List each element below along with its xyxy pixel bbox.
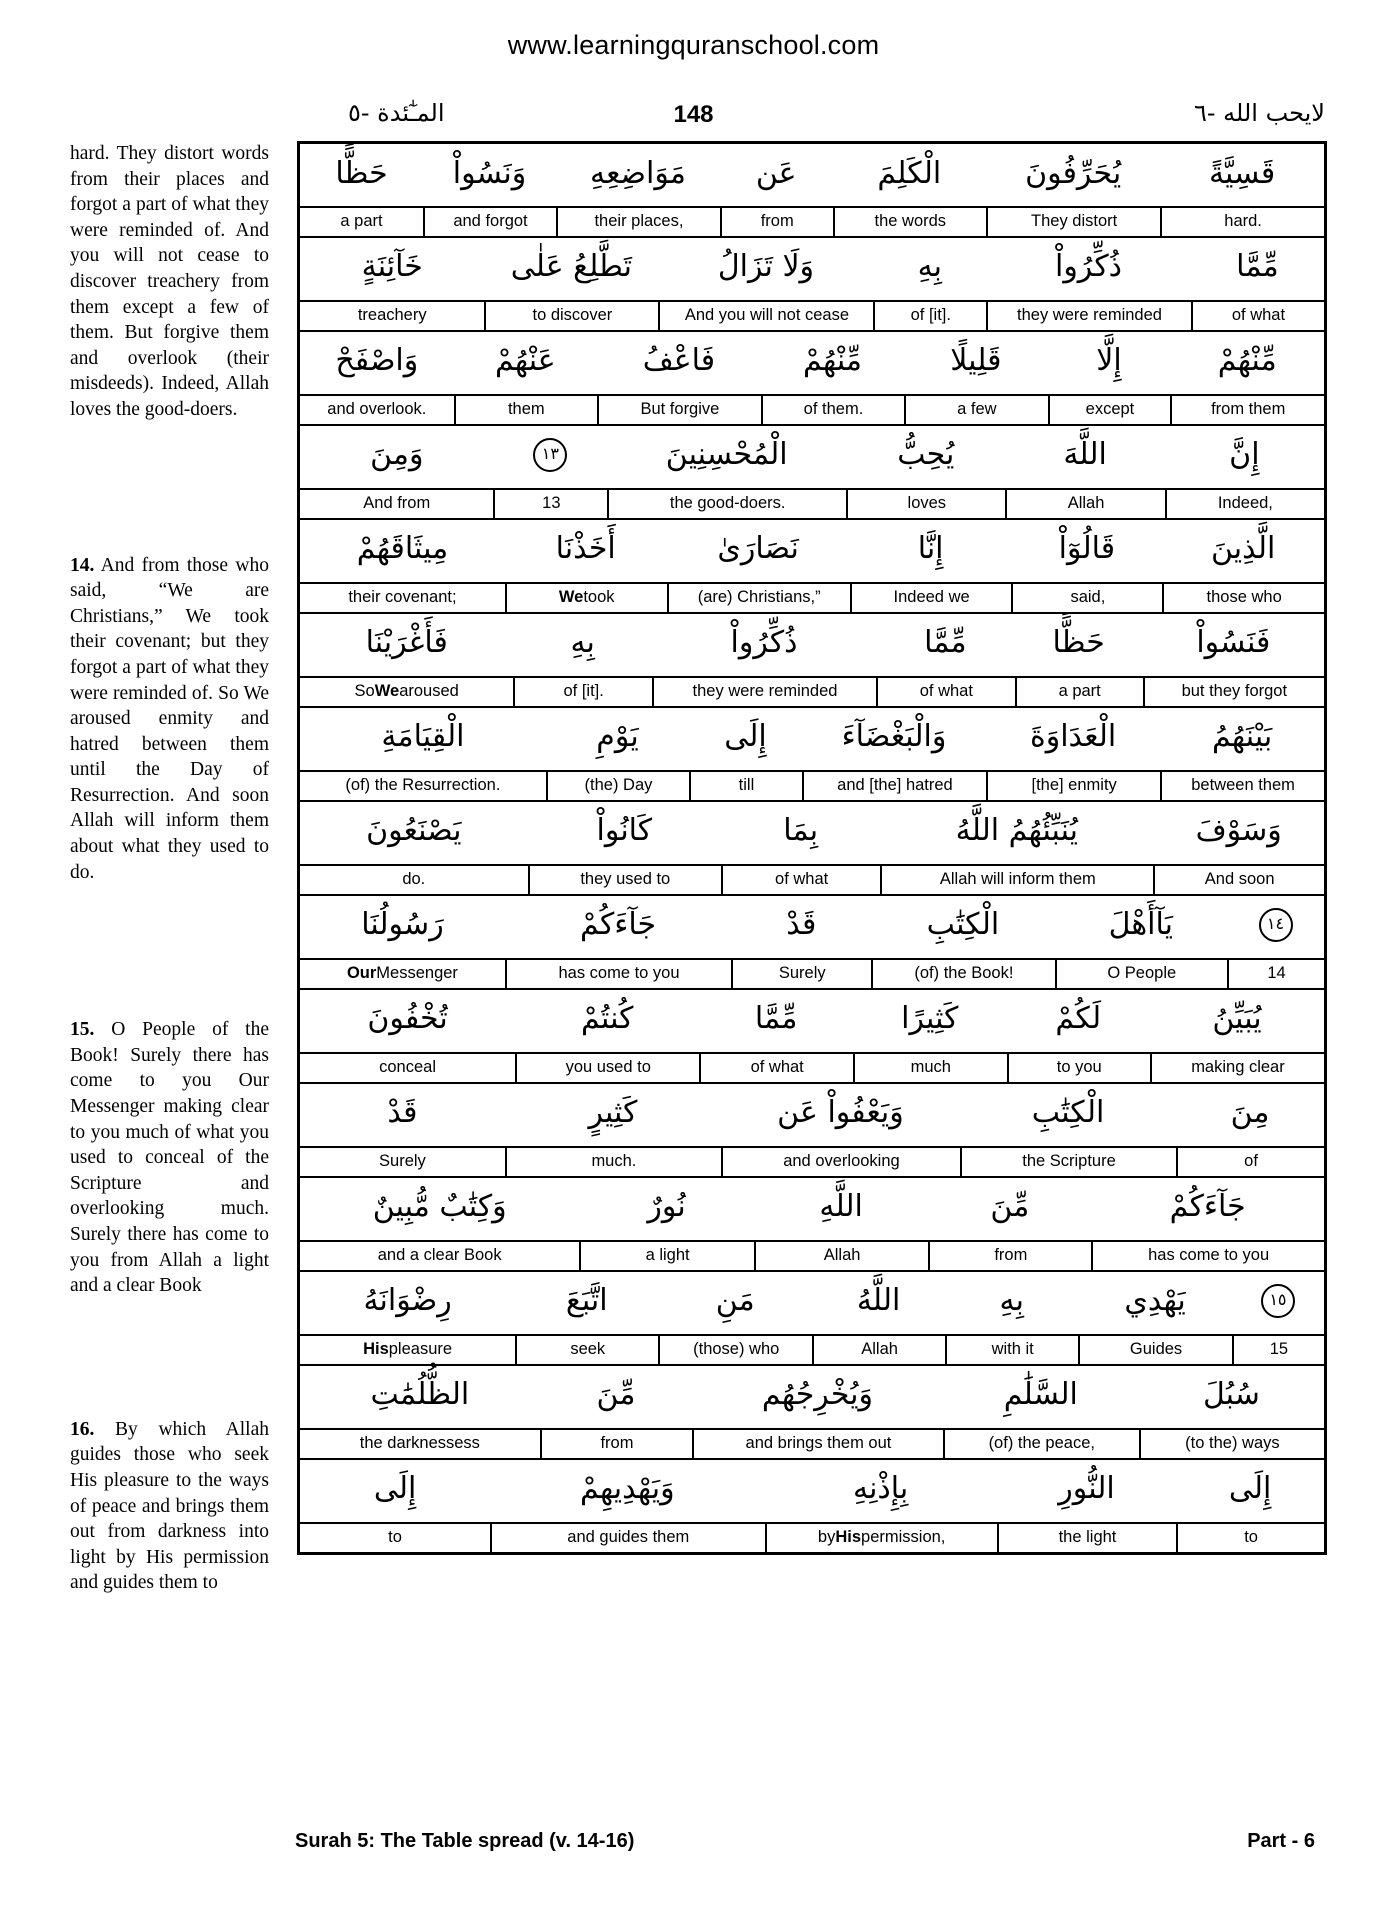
arabic-word: وَسَوْفَ [1195, 813, 1282, 849]
gloss-word: We took [505, 584, 667, 612]
arabic-word: مَنِ [715, 1283, 755, 1319]
gloss-word: they used to [528, 866, 721, 894]
gloss-word: their covenant; [348, 587, 457, 606]
ayah-line [300, 1084, 1324, 1178]
gloss-word: their places, [556, 208, 720, 236]
gloss-word: they were reminded [652, 678, 876, 706]
ayah-line [300, 1460, 1324, 1552]
surah-info: Surah 5: The Table spread (v. 14-16) [295, 1830, 635, 1852]
arabic-word: يُبَيِّنُ [1212, 1001, 1262, 1037]
gloss-word: So We aroused [354, 681, 459, 700]
ayah-line [300, 802, 1324, 896]
gloss-word: to discover [484, 302, 658, 330]
ayah-line [300, 426, 1324, 520]
translation-text: And from those who said, “We are Christians,” We took their covenant; but they forgot a part of what they were reminded of. So We aroused enmity and hatred between them until the Day of Resurrection. And soon Allah will inform them about what they used to do. [70, 554, 269, 883]
arabic-word: إِلَى [1228, 1471, 1272, 1507]
translation-text: O People of the Book! Surely there has come to you Our Messenger making clear to you much of what you used to conceal of the Scripture and overlooking much. Surely there has come to you from Allah a light and a clear Book [70, 1019, 269, 1297]
arabic-word: مِّنْهُمْ [803, 343, 862, 379]
gloss-word: His pleasure [363, 1339, 453, 1358]
gloss-word: (are) Christians,” [667, 584, 850, 612]
gloss-word: has come to you [505, 960, 731, 988]
gloss-word: to [1176, 1524, 1324, 1552]
gloss-word: Allah will inform them [880, 866, 1153, 894]
verse-number: 16. [70, 1418, 95, 1440]
gloss-row [300, 864, 1324, 894]
arabic-word: حَظًّا [335, 155, 388, 191]
arabic-word: كَثِيرًا [901, 1001, 959, 1037]
arabic-word: وَمِنَ [370, 437, 424, 473]
gloss-row [300, 1052, 1324, 1082]
ayah-number-marker [493, 426, 607, 488]
arabic-word: تَطَّلِعُ عَلٰى [510, 249, 633, 285]
arabic-row [300, 1084, 1324, 1146]
ayah-line [300, 144, 1324, 238]
arabic-word: وَيُخْرِجُهُم [761, 1377, 874, 1413]
gloss-row [300, 1240, 1324, 1270]
arabic-word: عَن [755, 155, 797, 191]
arabic-word: الْكَلِمَ [877, 155, 942, 191]
arabic-word: فَأَغْرَيْنَا [365, 625, 448, 661]
arabic-word: مِنَ [1230, 1095, 1270, 1131]
arabic-word: إِنَّ [1229, 437, 1260, 473]
arabic-word: قَدْ [786, 907, 817, 943]
gloss-word: much [853, 1054, 1007, 1082]
arabic-word: قَسِيَّةً [1208, 155, 1276, 191]
gloss-word: the darknessess [359, 1433, 480, 1452]
arabic-word: الَّذِينَ [1210, 531, 1276, 567]
translation-text: hard. They distort words from their places and forgot a part of what they were reminded of. And you will not cease to discover treachery from them except a few of them. But forgive them and overlook (their misdeeds). Indeed, Allah loves the good-doers. [70, 143, 269, 420]
arabic-word: يَوْمِ [596, 719, 639, 755]
arabic-row [300, 1460, 1324, 1522]
gloss-word: has come to you [1091, 1242, 1324, 1270]
arabic-word: قَدْ [387, 1095, 418, 1131]
arabic-word: وَكِتَٰبٌ مُّبِينٌ [372, 1189, 507, 1225]
arabic-word: يُحَرِّفُونَ [1025, 155, 1122, 191]
quran-word-table [297, 141, 1327, 1555]
verse-number: 14. [70, 554, 95, 576]
translation-block-15 [70, 1017, 269, 1299]
gloss-word: and guides them [490, 1524, 764, 1552]
arabic-word: إِلَّا [1096, 343, 1122, 379]
gloss-word: of [it]. [513, 678, 652, 706]
arabic-word: النُّورِ [1058, 1471, 1115, 1507]
arabic-word: مِّمَّا [924, 625, 967, 661]
arabic-row [300, 1366, 1324, 1428]
gloss-row [300, 582, 1324, 612]
arabic-word: الْمُحْسِنِينَ [665, 437, 788, 473]
arabic-word: حَظًّا [1052, 625, 1105, 661]
gloss-word: the light [997, 1524, 1176, 1552]
gloss-word: Allah [1005, 490, 1164, 518]
gloss-word: much. [505, 1148, 721, 1176]
gloss-word: Allah [754, 1242, 929, 1270]
gloss-word: from them [1170, 396, 1324, 424]
gloss-word: by His permission, [765, 1524, 997, 1552]
arabic-word: مِّنَ [990, 1189, 1030, 1225]
gloss-word: Indeed, [1165, 490, 1324, 518]
gloss-word: a few [904, 396, 1047, 424]
gloss-word: and overlook. [327, 399, 427, 418]
arabic-row [300, 520, 1324, 582]
arabic-word: رَسُولُنَا [361, 907, 444, 943]
gloss-word: you used to [515, 1054, 699, 1082]
gloss-word: do. [402, 869, 426, 888]
gloss-word: of what [699, 1054, 853, 1082]
gloss-word: said, [1011, 584, 1162, 612]
arabic-row [300, 990, 1324, 1052]
gloss-word: from [928, 1242, 1091, 1270]
ayah-line [300, 238, 1324, 332]
arabic-word: اللَّهِ [819, 1189, 863, 1225]
gloss-row [300, 770, 1324, 800]
arabic-word: اللَّهَ [1063, 437, 1107, 473]
gloss-word: a light [579, 1242, 754, 1270]
gloss-word: till [689, 772, 802, 800]
translation-block-13 [70, 141, 269, 423]
gloss-word: but they forgot [1143, 678, 1324, 706]
gloss-word: Surely [731, 960, 871, 988]
gloss-word: Our Messenger [346, 963, 458, 982]
ayah-line [300, 520, 1324, 614]
ayah-line [300, 1272, 1324, 1366]
gloss-word: between them [1160, 772, 1324, 800]
gloss-word: Indeed we [850, 584, 1012, 612]
gloss-word: and a clear Book [377, 1245, 502, 1264]
ayah-line [300, 1366, 1324, 1460]
gloss-word: They distort [986, 208, 1160, 236]
gloss-word: of [1176, 1148, 1324, 1176]
gloss-word: of them. [761, 396, 904, 424]
page-header [0, 99, 1387, 133]
gloss-word: And you will not cease [658, 302, 873, 330]
site-url: www.learningquranschool.com [507, 30, 880, 60]
gloss-word: (those) who [658, 1336, 812, 1364]
arabic-row [300, 144, 1324, 206]
ayah-number-circle: ١٣ [533, 438, 567, 472]
gloss-word: of [it]. [873, 302, 986, 330]
gloss-word: the Scripture [960, 1148, 1176, 1176]
arabic-word: بِمَا [783, 813, 819, 849]
gloss-row [300, 676, 1324, 706]
arabic-word: اتَّبَعَ [565, 1283, 608, 1319]
arabic-word: يُحِبُّ [897, 437, 955, 473]
ayah-number-circle: ١٥ [1261, 1284, 1295, 1318]
arabic-word: مِّمَّا [1236, 249, 1279, 285]
gloss-word: (of) the Resurrection. [345, 775, 501, 794]
gloss-word: 15 [1232, 1336, 1324, 1364]
arabic-word: الْعَدَاوَةَ [1030, 719, 1117, 755]
ayah-number-circle: ١٤ [1259, 908, 1293, 942]
gloss-row [300, 958, 1324, 988]
arabic-word: يَصْنَعُونَ [366, 813, 462, 849]
gloss-word: and forgot [423, 208, 556, 236]
arabic-word: إِلَى [373, 1471, 417, 1507]
arabic-word: تُخْفُونَ [367, 1001, 448, 1037]
arabic-row [300, 1272, 1324, 1334]
arabic-word: بِهِ [917, 249, 942, 285]
arabic-word: الْقِيَامَةِ [381, 719, 465, 755]
gloss-word: to you [1007, 1054, 1150, 1082]
gloss-row [300, 206, 1324, 236]
arabic-word: عَنْهُمْ [494, 343, 556, 379]
arabic-word: قَالُوٓاْ [1058, 531, 1116, 567]
ayah-line [300, 990, 1324, 1084]
gloss-word: O People [1055, 960, 1227, 988]
gloss-word: Allah [812, 1336, 945, 1364]
arabic-word: يَآأَهْلَ [1108, 907, 1173, 943]
gloss-word: except [1048, 396, 1171, 424]
gloss-row [300, 1334, 1324, 1364]
gloss-word: a part [340, 212, 383, 230]
gloss-row [300, 1146, 1324, 1176]
gloss-word: But forgive [597, 396, 761, 424]
arabic-word: ذُكِّرُواْ [1054, 249, 1123, 285]
arabic-word: وَيَهْدِيهِمْ [580, 1471, 675, 1507]
gloss-word: the words [833, 208, 987, 236]
gloss-word: of what [876, 678, 1015, 706]
gloss-word: loves [846, 490, 1005, 518]
gloss-word: them [454, 396, 597, 424]
gloss-word: from [720, 208, 833, 236]
arabic-word: وَلَا تَزَالُ [717, 249, 815, 285]
ayah-line [300, 332, 1324, 426]
arabic-word: وَالْبَغْضَآءَ [841, 719, 947, 755]
arabic-row [300, 426, 1324, 488]
verse-number: 15. [70, 1019, 95, 1041]
arabic-row [300, 332, 1324, 394]
gloss-word: and brings them out [692, 1430, 943, 1458]
arabic-word: مَوَاضِعِهِ [590, 155, 686, 191]
gloss-word: Surely [379, 1151, 426, 1170]
gloss-word: And from [363, 493, 431, 512]
arabic-word: نُورٌ [647, 1189, 686, 1225]
arabic-word: وَاصْفَحْ [335, 343, 419, 379]
gloss-word: treachery [357, 305, 427, 324]
arabic-word: كَثِيرٍ [588, 1095, 638, 1131]
arabic-row [300, 238, 1324, 300]
arabic-row [300, 802, 1324, 864]
ayah-line [300, 896, 1324, 990]
arabic-word: الظُّلُمَٰتِ [370, 1377, 470, 1413]
arabic-word: مِّمَّا [754, 1001, 798, 1037]
ayah-line [300, 1178, 1324, 1272]
gloss-word: they were reminded [986, 302, 1191, 330]
translation-column [70, 141, 285, 1596]
gloss-word: [the] enmity [986, 772, 1160, 800]
arabic-word: وَنَسُواْ [452, 155, 527, 191]
arabic-word: كُنتُمْ [581, 1001, 634, 1037]
gloss-word: the good-doers. [607, 490, 846, 518]
arabic-word: بِهِ [999, 1283, 1024, 1319]
gloss-word: and overlooking [721, 1148, 960, 1176]
juz-label-arabic: لايحب الله -٦ [1193, 99, 1325, 127]
gloss-word: Guides [1078, 1336, 1232, 1364]
arabic-word: إِنَّا [917, 531, 944, 567]
gloss-word: (to the) ways [1139, 1430, 1324, 1458]
arabic-word: إِلَى [724, 719, 767, 755]
gloss-word: making clear [1150, 1054, 1324, 1082]
gloss-row [300, 1522, 1324, 1552]
arabic-word: جَآءَكُمْ [1169, 1189, 1246, 1225]
arabic-word: وَيَعْفُواْ عَن [777, 1095, 904, 1131]
gloss-word: (of) the Book! [871, 960, 1054, 988]
arabic-word: السَّلَٰمِ [1003, 1377, 1078, 1413]
ayah-line [300, 708, 1324, 802]
arabic-word: خَآئِنَةٍ [361, 249, 423, 285]
gloss-row [300, 394, 1324, 424]
arabic-word: بِإِذْنِهِ [853, 1471, 909, 1507]
arabic-row [300, 614, 1324, 676]
arabic-word: كَانُواْ [596, 813, 653, 849]
arabic-word: فَاعْفُ [642, 343, 716, 379]
gloss-word: 14 [1227, 960, 1324, 988]
arabic-word: أَخَذْنَا [555, 531, 616, 567]
arabic-word: نَصَارَىٰ [717, 531, 799, 567]
arabic-word: يَهْدِي [1124, 1283, 1186, 1319]
arabic-word: رِضْوَانَهُ [363, 1283, 452, 1319]
arabic-word: يُنَبِّئُهُمُ اللَّهُ [955, 813, 1078, 849]
gloss-word: those who [1162, 584, 1324, 612]
gloss-word: of what [1191, 302, 1324, 330]
translation-text: By which Allah guides those who seek His pleasure to the ways of peace and brings them out from darkness into light by His permission and guides them to [70, 1418, 269, 1594]
gloss-word: of what [721, 866, 880, 894]
arabic-word: اللَّهُ [856, 1283, 901, 1319]
ayah-number-marker [1227, 896, 1324, 958]
gloss-row [300, 1428, 1324, 1458]
gloss-word: And soon [1153, 866, 1324, 894]
arabic-word: مِيثَاقَهُمْ [356, 531, 449, 567]
gloss-row [300, 300, 1324, 330]
arabic-word: جَآءَكُمْ [580, 907, 657, 943]
arabic-word: الْكِتَٰبِ [1031, 1095, 1105, 1131]
arabic-word: بِهِ [570, 625, 595, 661]
part-info: Part - 6 [1247, 1830, 1315, 1852]
gloss-word: 13 [493, 490, 607, 518]
gloss-word: hard. [1160, 208, 1324, 236]
gloss-word: conceal [379, 1057, 436, 1076]
ayah-number-marker [1232, 1272, 1324, 1334]
arabic-row [300, 1178, 1324, 1240]
gloss-word: (the) Day [546, 772, 689, 800]
page-body [0, 141, 1387, 1596]
page-number: 148 [673, 101, 714, 128]
arabic-word: لَكُمْ [1055, 1001, 1102, 1037]
arabic-word: الْكِتَٰبِ [926, 907, 1000, 943]
ayah-line [300, 614, 1324, 708]
arabic-word: مِّنَ [596, 1377, 636, 1413]
gloss-word: and [the] hatred [802, 772, 986, 800]
translation-block-16 [70, 1417, 269, 1596]
gloss-word: to [388, 1527, 402, 1546]
arabic-row [300, 708, 1324, 770]
arabic-word: بَيْنَهُمُ [1211, 719, 1273, 755]
arabic-word: قَلِيلًا [950, 343, 1002, 379]
arabic-word: ذُكِّرُواْ [730, 625, 798, 661]
arabic-word: فَنَسُواْ [1196, 625, 1271, 661]
surah-label-arabic: المـٰٓئدة -٥ [348, 99, 445, 127]
gloss-word: seek [515, 1336, 658, 1364]
gloss-word: a part [1015, 678, 1143, 706]
gloss-word: (of) the peace, [943, 1430, 1139, 1458]
arabic-word: سُبُلَ [1202, 1377, 1260, 1413]
arabic-word: مِّنْهُمْ [1217, 343, 1277, 379]
translation-block-14 [70, 553, 269, 886]
gloss-word: with it [945, 1336, 1078, 1364]
gloss-word: from [540, 1430, 693, 1458]
arabic-row [300, 896, 1324, 958]
gloss-row [300, 488, 1324, 518]
